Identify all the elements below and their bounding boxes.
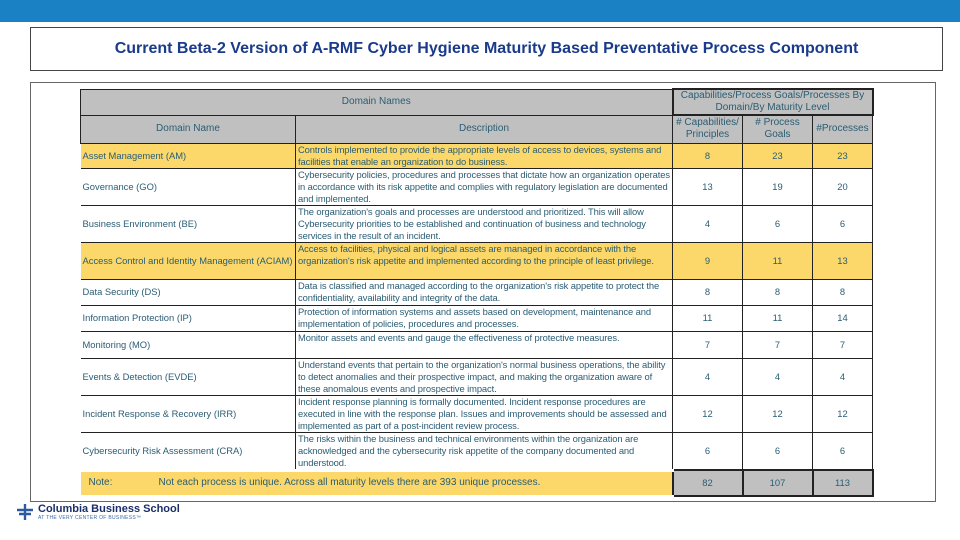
- domain-name-cell: Access Control and Identity Management (ACIAM): [81, 242, 296, 279]
- description-cell: The organization's goals and processes are understood and prioritized. This will allow Cybersecurity priorities to be established and continuation of business and technology services in the result of an incident.: [296, 205, 673, 242]
- domain-name-cell: Incident Response & Recovery (IRR): [81, 395, 296, 432]
- columbia-logo: [16, 503, 180, 521]
- process-goals-cell: 4: [743, 358, 813, 395]
- table-row: [81, 432, 873, 470]
- header-domain-names: Domain Names: [81, 89, 673, 115]
- header-description: Description: [296, 115, 673, 143]
- total-process-goals: 107: [743, 470, 813, 496]
- process-goals-cell: 23: [743, 143, 813, 168]
- capabilities-cell: 6: [673, 432, 743, 470]
- process-goals-cell: 6: [743, 205, 813, 242]
- processes-cell: 12: [813, 395, 873, 432]
- description-cell: Understand events that pertain to the organization's normal business operations, the ability to detect anomalies and their prospective impact, and making the organization aware of these anomalous events and prospective impact.: [296, 358, 673, 395]
- processes-cell: 6: [813, 432, 873, 470]
- table-row: [81, 143, 873, 168]
- description-cell: Access to facilities, physical and logical assets are managed in accordance with the organization's risk appetite and implemented according to the principle of least privilege.: [296, 242, 673, 279]
- capabilities-cell: 12: [673, 395, 743, 432]
- description-cell: Monitor assets and events and gauge the effectiveness of protective measures.: [296, 331, 673, 358]
- domain-name-cell: Information Protection (IP): [81, 305, 296, 331]
- description-cell: Incident response planning is formally documented. Incident response procedures are executed in line with the response plan. Issues and improvements should be assessed and implemented as part of a post-incident review process.: [296, 395, 673, 432]
- description-cell: The risks within the business and technical environments within the organization are acknowledged and the cybersecurity risk appetite of the company documented and understood.: [296, 432, 673, 470]
- table-row: [81, 305, 873, 331]
- domain-name-cell: Data Security (DS): [81, 279, 296, 305]
- header-group: Capabilities/Process Goals/Processes By Domain/By Maturity Level: [673, 89, 873, 115]
- process-goals-cell: 12: [743, 395, 813, 432]
- capabilities-cell: 11: [673, 305, 743, 331]
- table-row: [81, 279, 873, 305]
- capabilities-cell: 13: [673, 168, 743, 205]
- process-goals-cell: 19: [743, 168, 813, 205]
- processes-cell: 20: [813, 168, 873, 205]
- logo-tagline: AT THE VERY CENTER OF BUSINESS™: [38, 515, 142, 521]
- table-row: [81, 242, 873, 279]
- processes-cell: 7: [813, 331, 873, 358]
- title-box: [30, 27, 943, 71]
- process-goals-cell: 8: [743, 279, 813, 305]
- process-goals-cell: 7: [743, 331, 813, 358]
- table-row: [81, 395, 873, 432]
- slide-title: Current Beta-2 Version of A-RMF Cyber Hygiene Maturity Based Preventative Process Component: [114, 40, 859, 57]
- table-row: [81, 205, 873, 242]
- capabilities-cell: 4: [673, 358, 743, 395]
- header-domain-name: Domain Name: [81, 115, 296, 143]
- description-cell: Cybersecurity policies, procedures and processes that dictate how an organization operates in accordance with its risk appetite and complies with regulatory legislation are documented and implemented.: [296, 168, 673, 205]
- capabilities-cell: 7: [673, 331, 743, 358]
- note-cell: [81, 470, 673, 496]
- table-row: [81, 358, 873, 395]
- table-row: [81, 168, 873, 205]
- processes-cell: 23: [813, 143, 873, 168]
- processes-cell: 13: [813, 242, 873, 279]
- maturity-table: [80, 88, 874, 497]
- processes-cell: 4: [813, 358, 873, 395]
- domain-name-cell: Business Environment (BE): [81, 205, 296, 242]
- total-capabilities: 82: [673, 470, 743, 496]
- processes-cell: 8: [813, 279, 873, 305]
- description-cell: Data is classified and managed according to the organization's risk appetite to protect the confidentiality, availability and integrity of the data.: [296, 279, 673, 305]
- header-process-goals: # Process Goals: [743, 115, 813, 143]
- processes-cell: 6: [813, 205, 873, 242]
- capabilities-cell: 4: [673, 205, 743, 242]
- domain-name-cell: Events & Detection (EVDE): [81, 358, 296, 395]
- domain-name-cell: Governance (GO): [81, 168, 296, 205]
- note-label: Note:: [88, 477, 113, 489]
- process-goals-cell: 6: [743, 432, 813, 470]
- domain-name-cell: Asset Management (AM): [81, 143, 296, 168]
- total-processes: 113: [813, 470, 873, 496]
- table-row: [81, 331, 873, 358]
- capabilities-cell: 8: [673, 279, 743, 305]
- description-cell: Protection of information systems and assets based on development, maintenance and implementation of policies, procedures and processes.: [296, 305, 673, 331]
- header-processes: #Processes: [813, 115, 873, 143]
- processes-cell: 14: [813, 305, 873, 331]
- description-cell: Controls implemented to provide the appropriate levels of access to devices, systems and facilities that enable an organization to do business.: [296, 143, 673, 168]
- top-bar: [0, 0, 960, 22]
- note-text: Not each process is unique. Across all maturity levels there are 393 unique processes.: [158, 477, 541, 489]
- capabilities-cell: 8: [673, 143, 743, 168]
- domain-name-cell: Monitoring (MO): [81, 331, 296, 358]
- process-goals-cell: 11: [743, 305, 813, 331]
- header-capabilities: # Capabilities/ Principles: [673, 115, 743, 143]
- logo-name: Columbia Business School: [38, 503, 180, 515]
- crown-icon: [16, 504, 34, 520]
- process-goals-cell: 11: [743, 242, 813, 279]
- capabilities-cell: 9: [673, 242, 743, 279]
- domain-name-cell: Cybersecurity Risk Assessment (CRA): [81, 432, 296, 470]
